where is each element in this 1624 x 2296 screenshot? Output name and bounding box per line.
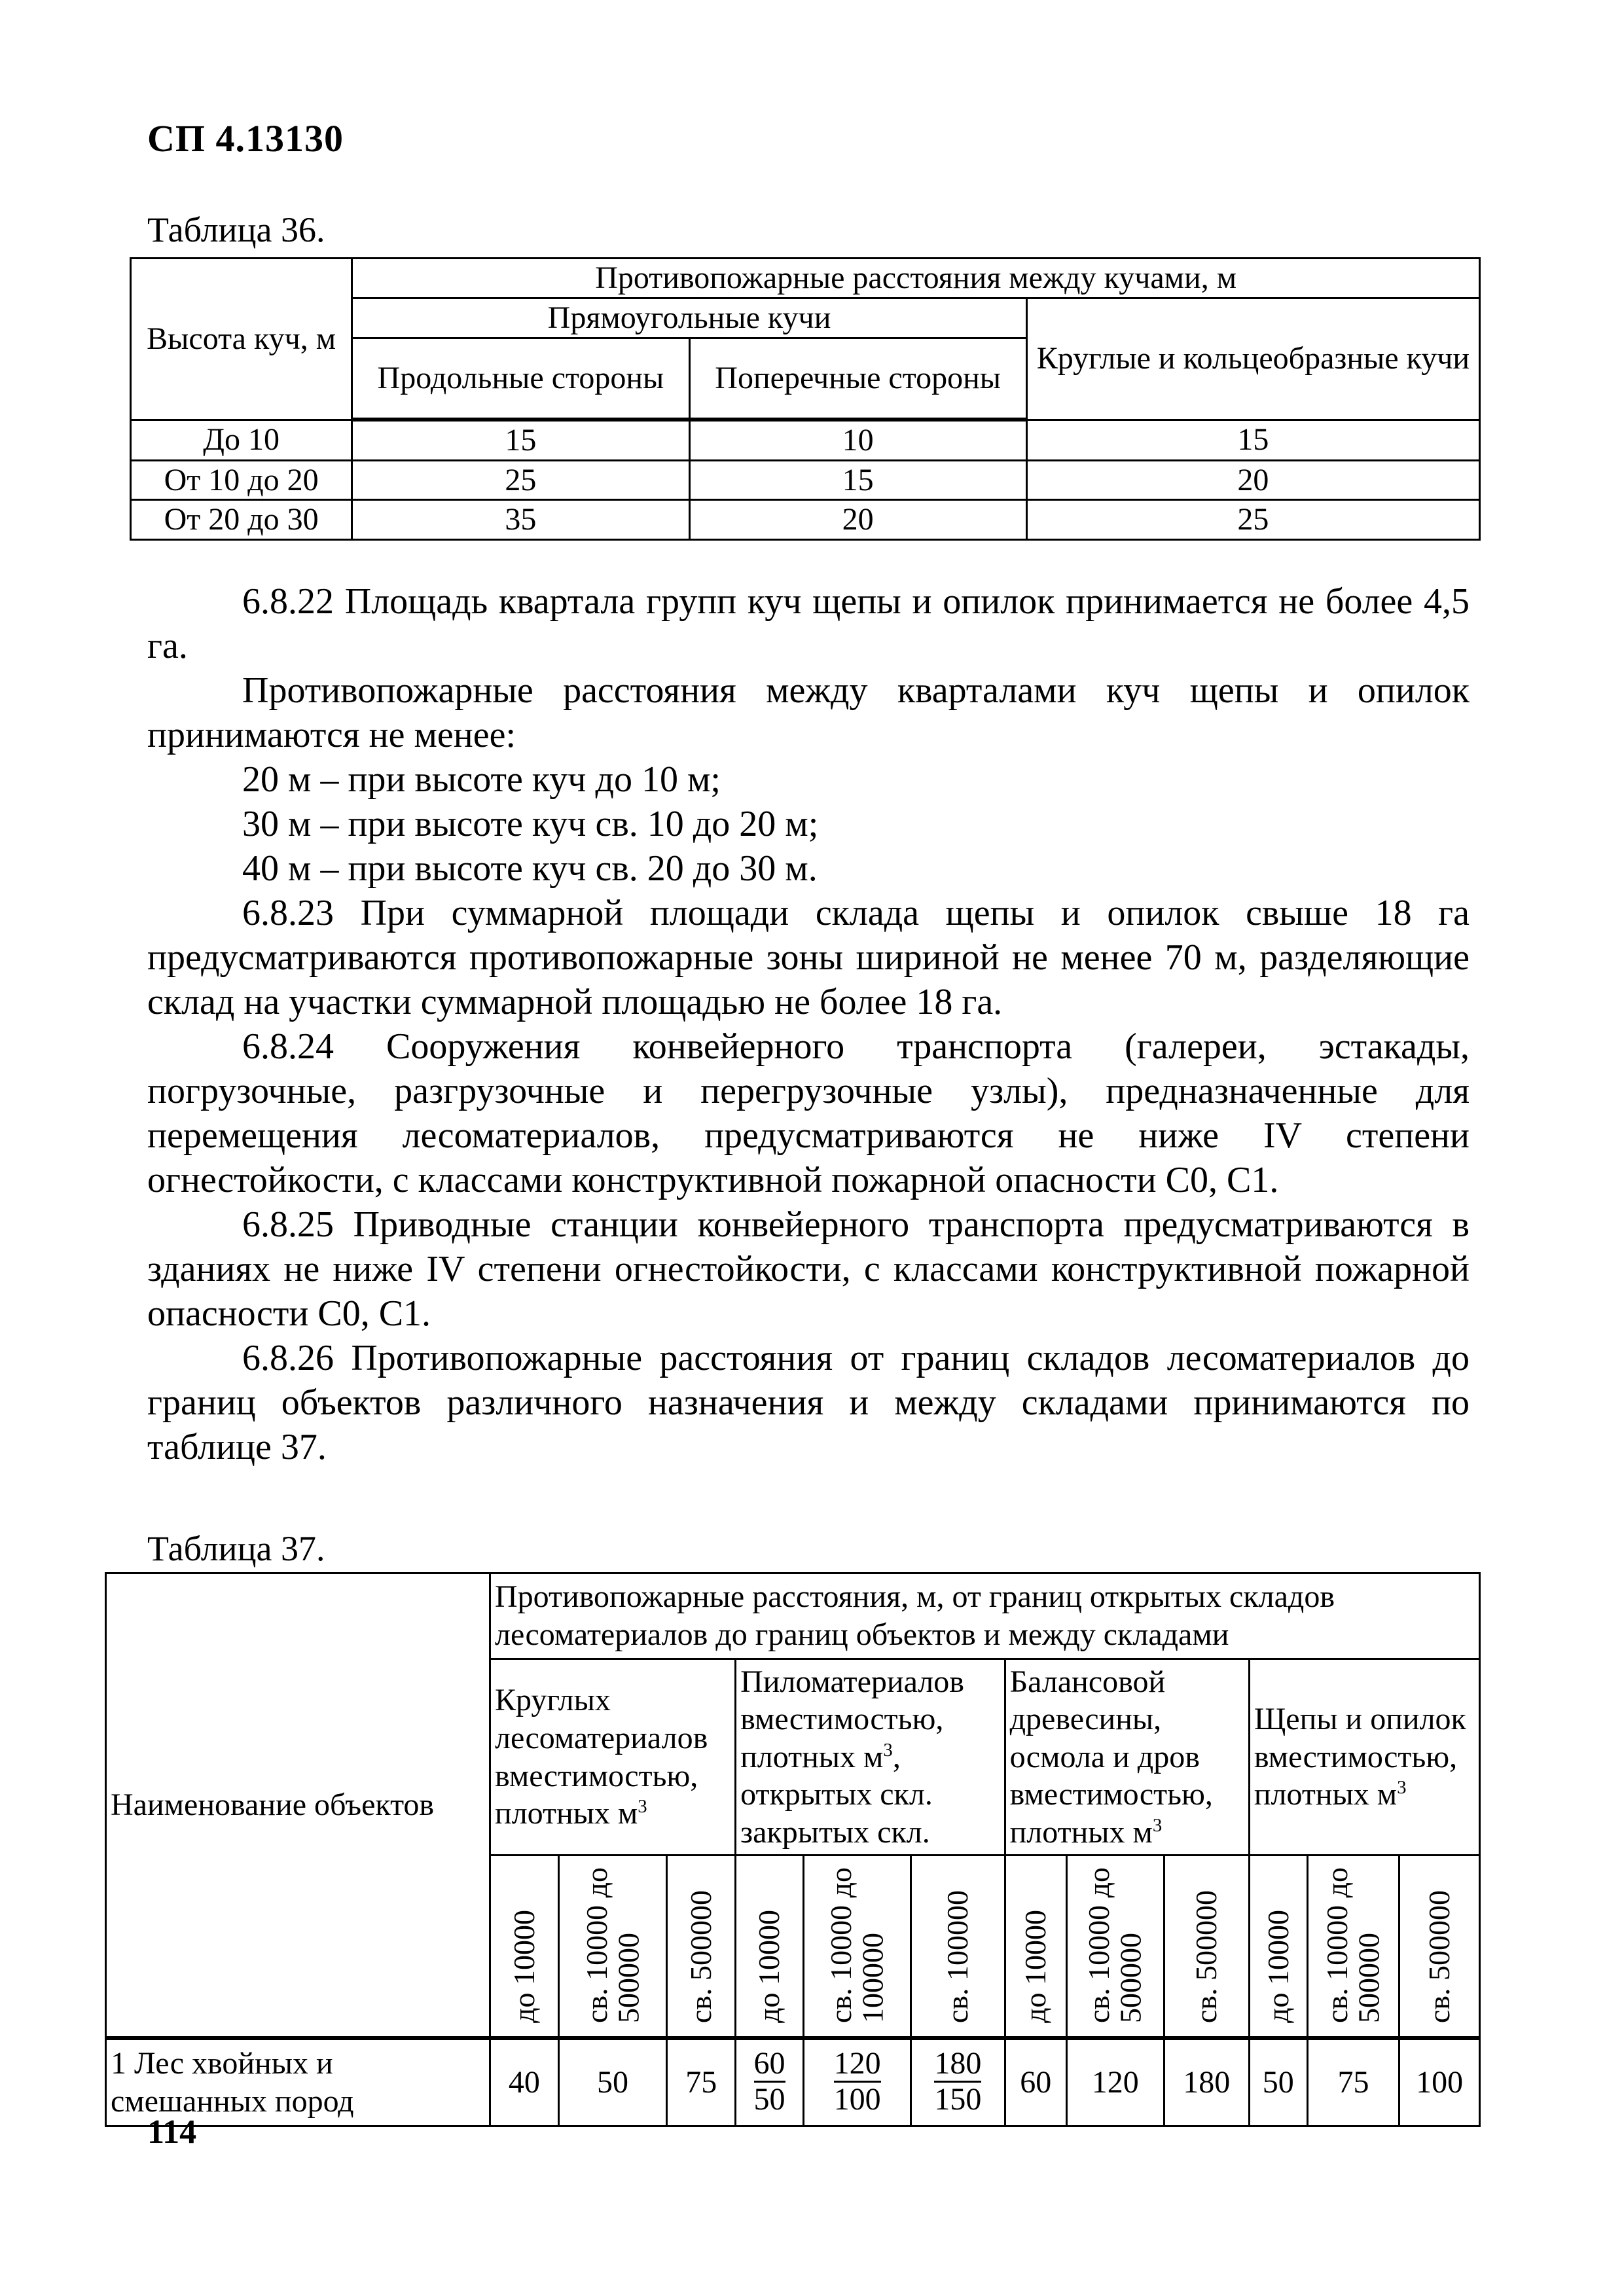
t37-subcol (1399, 1856, 1480, 2038)
t37-subcol (736, 1856, 804, 2038)
t36-cell-round: 15 (1026, 420, 1479, 460)
t37-cell: 100 (1399, 2038, 1480, 2126)
t37-cell-fraction (911, 2038, 1005, 2126)
paragraph-distances: Противопожарные расстояния между кварталами куч щепы и опилок принимаются не менее: (147, 670, 1470, 755)
t37-col-group: Противопожарные расстояния, м, от границ открытых складов лесоматериалов до границ объектов и между складами (490, 1573, 1480, 1659)
t36-cell-long: 25 (352, 460, 689, 500)
t37-col-name: Наименование объектов (106, 1573, 490, 2038)
t37-cell: 50 (1249, 2038, 1307, 2126)
table37-caption: Таблица 37. (147, 1529, 325, 1568)
group-tail: , открытых скл. закрытых скл. (740, 1739, 933, 1850)
t36-cell-long: 35 (352, 500, 689, 540)
subcol-label: св. 500000 (1189, 1890, 1223, 2023)
t36-cell-height: От 20 до 30 (131, 500, 352, 540)
paragraph-6-8-26: 6.8.26 Противопожарные расстояния от границ складов лесоматериалов до границ объектов различного назначения и между складами принимаются по таблице 37. (147, 1338, 1470, 1467)
paragraph-6-8-23: 6.8.23 При суммарной площади склада щепы и опилок свыше 18 га предусматриваются противопожарные зоны шириной не менее 70 м, разделяющие склад на участки суммарной площадью не более 18 га. (147, 893, 1470, 1022)
t37-subcol (1249, 1856, 1307, 2038)
t36-col-long: Продольные стороны (352, 338, 689, 420)
t37-group-pulpwood (1005, 1659, 1249, 1856)
list-item: 30 м – при высоте куч св. 10 до 20 м; (242, 804, 819, 844)
t37-cell: 75 (667, 2038, 736, 2126)
t37-subcol (1164, 1856, 1249, 2038)
t37-subcol (1066, 1856, 1164, 2038)
paragraph-6-8-25: 6.8.25 Приводные станции конвейерного транспорта предусматриваются в зданиях не ниже IV степени огнестойкости, с классами конструктивной пожарной опасности С0, С1. (147, 1204, 1470, 1334)
t37-cell: 180 (1164, 2038, 1249, 2126)
group-label: Балансовой древесины, осмола и дров вместимостью, плотных м (1009, 1664, 1213, 1850)
t36-cell-round: 25 (1026, 500, 1479, 540)
subcol-label: св. 10000 до 500000 (579, 1867, 645, 2023)
t36-cell-cross: 20 (689, 500, 1026, 540)
t37-cell-fraction (736, 2038, 804, 2126)
t36-cell-cross: 10 (689, 420, 1026, 460)
group-label: Пиломатериалов вместимостью, плотных м (740, 1664, 964, 1774)
table36-caption: Таблица 36. (147, 210, 325, 249)
table-36 (130, 257, 1481, 541)
group-sup: 3 (638, 1796, 647, 1818)
subcol-label: св. 10000 до 100000 (824, 1867, 890, 2023)
subcol-label: св. 100000 (941, 1890, 975, 2023)
t37-cell: 75 (1307, 2038, 1399, 2126)
t36-col-cross: Поперечные стороны (689, 338, 1026, 420)
fraction-closed: 50 (753, 2082, 785, 2117)
t37-subcol (911, 1856, 1005, 2038)
t36-col-group: Противопожарные расстояния между кучами, м (352, 259, 1480, 298)
list-item: 20 м – при высоте куч до 10 м; (242, 759, 721, 800)
t36-cell-round: 20 (1026, 460, 1479, 500)
page-number: 114 (147, 2113, 197, 2151)
table-row (131, 460, 1480, 500)
list-item: 40 м – при высоте куч св. 20 до 30 м. (242, 848, 818, 889)
t37-group-chips (1249, 1659, 1479, 1856)
group-label: Круглых лесоматериалов вместимостью, плотных м (495, 1683, 708, 1831)
table-row (131, 500, 1480, 540)
t37-cell: 40 (490, 2038, 559, 2126)
document-code: СП 4.13130 (147, 117, 344, 160)
t37-cell: 60 (1005, 2038, 1066, 2126)
fraction-closed: 100 (833, 2082, 881, 2117)
subcol-label: св. 10000 до 500000 (1082, 1867, 1147, 2023)
t36-col-rect: Прямоугольные кучи (352, 298, 1027, 338)
subcol-label: до 10000 (1019, 1910, 1053, 2023)
group-sup: 3 (883, 1739, 893, 1761)
subcol-label: св. 500000 (684, 1890, 718, 2023)
paragraph-6-8-24: 6.8.24 Сооружения конвейерного транспорта (галереи, эстакады, погрузочные, разгрузочные и перегрузочные узлы), предназначенные для перемещения лесоматериалов, предусматриваются не ниже IV степени огнестойкости, с классами конструктивной пожарной опасности С0, С1. (147, 1026, 1470, 1200)
subcol-label: св. 500000 (1422, 1890, 1456, 2023)
fraction-open: 120 (834, 2047, 881, 2083)
t37-cell: 120 (1066, 2038, 1164, 2126)
t37-subcol (667, 1856, 736, 2038)
t36-col-height: Высота куч, м (131, 259, 352, 420)
subcol-label: до 10000 (1261, 1910, 1295, 2023)
subcol-label: св. 10000 до 500000 (1320, 1867, 1386, 2023)
t37-cell-fraction (803, 2038, 911, 2126)
body-text (147, 579, 1470, 1469)
paragraph-6-8-22: 6.8.22 Площадь квартала групп куч щепы и опилок принимается не более 4,5 га. (147, 581, 1470, 666)
t37-row-name: 1 Лес хвойных и смешанных пород (106, 2038, 490, 2126)
table-row (131, 420, 1480, 460)
group-sup: 3 (1152, 1814, 1163, 1836)
group-label: Щепы и опилок вместимостью, плотных м (1254, 1702, 1466, 1812)
t36-cell-cross: 15 (689, 460, 1026, 500)
t37-subcol (1005, 1856, 1066, 2038)
fraction-closed: 150 (934, 2082, 982, 2117)
t37-subcol (558, 1856, 667, 2038)
t37-group-lumber (736, 1659, 1005, 1856)
t37-subcol (490, 1856, 559, 2038)
group-sup: 3 (1397, 1777, 1407, 1799)
t37-subcol (803, 1856, 911, 2038)
t36-col-round: Круглые и кольцеобразные кучи (1026, 298, 1479, 420)
t37-cell: 50 (558, 2038, 667, 2126)
t36-cell-long: 15 (352, 420, 689, 460)
fraction-open: 60 (754, 2047, 785, 2083)
fraction-open: 180 (934, 2047, 981, 2083)
t36-cell-height: До 10 (131, 420, 352, 460)
t37-subcol (1307, 1856, 1399, 2038)
table-37 (105, 1572, 1481, 2127)
subcol-label: до 10000 (752, 1910, 786, 2023)
subcol-label: до 10000 (507, 1910, 541, 2023)
t37-group-round-timber (490, 1659, 736, 1856)
t36-cell-height: От 10 до 20 (131, 460, 352, 500)
table-row (106, 2038, 1480, 2126)
